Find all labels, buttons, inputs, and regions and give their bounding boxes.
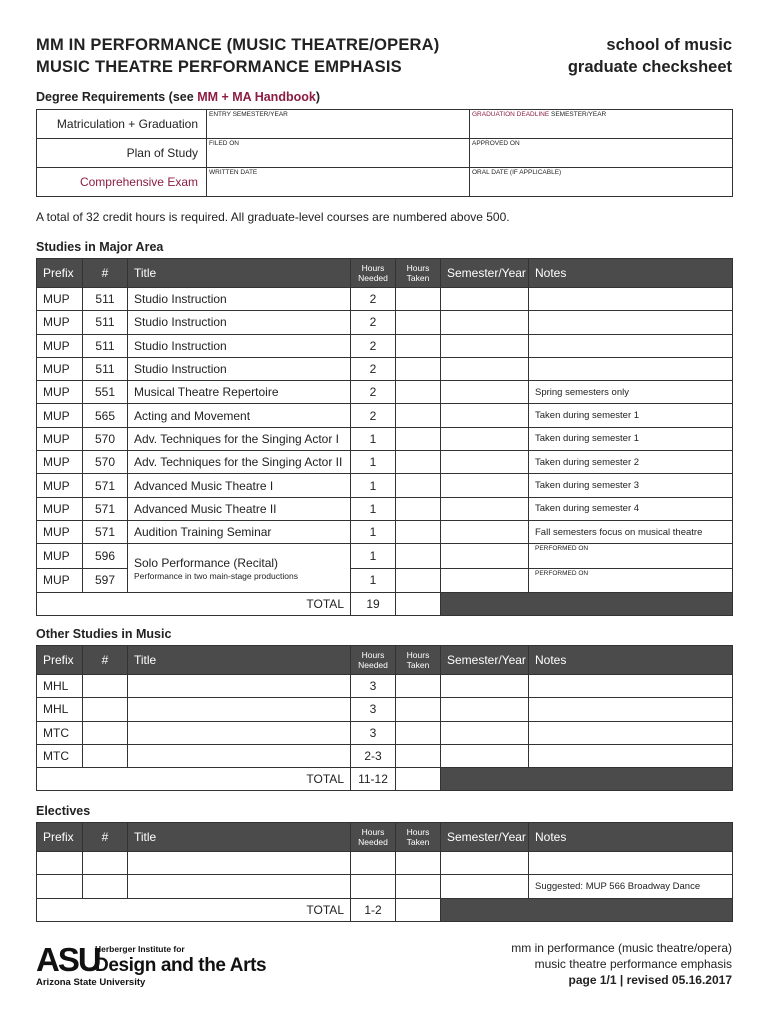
total-filler <box>441 768 733 791</box>
notes-cell: Taken during semester 1 <box>529 404 733 427</box>
table-row <box>37 744 733 767</box>
req-label: Matriculation + Graduation <box>37 110 207 139</box>
title-cell: Musical Theatre Repertoire <box>128 381 351 404</box>
table-row <box>37 852 733 875</box>
col-hours-taken: Hours Taken <box>396 646 441 675</box>
total-filler <box>441 898 733 921</box>
title-line-2: MUSIC THEATRE PERFORMANCE EMPHASIS <box>36 58 402 76</box>
number-cell: 571 <box>83 497 128 520</box>
table-row <box>37 675 733 698</box>
hours-taken-cell[interactable] <box>396 852 441 875</box>
col-number: # <box>83 646 128 675</box>
hours-needed-cell: 1 <box>351 520 396 543</box>
hours-needed-cell: 3 <box>351 675 396 698</box>
notes-cell: Taken during semester 3 <box>529 474 733 497</box>
prefix-cell: MUP <box>37 474 83 497</box>
col-number: # <box>83 259 128 288</box>
col-prefix: Prefix <box>37 823 83 852</box>
hours-needed-cell[interactable] <box>351 875 396 898</box>
number-cell[interactable] <box>83 744 128 767</box>
prefix-cell: MUP <box>37 427 83 450</box>
hours-needed-cell: 2 <box>351 381 396 404</box>
hours-needed-cell: 3 <box>351 721 396 744</box>
col-hours-needed: Hours Needed <box>351 823 396 852</box>
hours-taken-cell[interactable] <box>396 744 441 767</box>
total-hours: 11-12 <box>351 768 396 791</box>
prefix-cell: MUP <box>37 381 83 404</box>
title-cell: Studio Instruction <box>128 334 351 357</box>
prefix-cell: MUP <box>37 451 83 474</box>
title-cell[interactable] <box>128 875 351 898</box>
table-row <box>37 381 733 404</box>
title-cell: Studio Instruction <box>128 357 351 380</box>
footer-line-3: page 1/1 | revised 05.16.2017 <box>568 973 732 987</box>
notes-cell: Taken during semester 4 <box>529 497 733 520</box>
semester-cell[interactable] <box>441 544 529 568</box>
semester-cell[interactable] <box>441 404 529 427</box>
semester-cell[interactable] <box>441 474 529 497</box>
handbook-link[interactable]: MM + MA Handbook <box>197 90 316 104</box>
col-hours-taken: Hours Taken <box>396 259 441 288</box>
number-cell: 511 <box>83 288 128 311</box>
hours-needed-cell: 1 <box>351 497 396 520</box>
col-title: Title <box>128 259 351 288</box>
hours-needed-cell: 2 <box>351 311 396 334</box>
hours-needed-cell: 2 <box>351 357 396 380</box>
req-row-plan-of-study <box>37 139 733 168</box>
title-cell: Advanced Music Theatre II <box>128 497 351 520</box>
hours-taken-cell[interactable] <box>396 311 441 334</box>
col-hours-needed: Hours Needed <box>351 646 396 675</box>
hours-taken-cell[interactable] <box>396 875 441 898</box>
hours-taken-cell[interactable] <box>396 451 441 474</box>
number-cell: 565 <box>83 404 128 427</box>
credit-hours-note: A total of 32 credit hours is required. All graduate-level courses are numbered above 500. <box>36 210 510 224</box>
prefix-cell: MUP <box>37 357 83 380</box>
number-cell: 596 <box>83 544 128 568</box>
semester-cell[interactable] <box>441 875 529 898</box>
table-row <box>37 451 733 474</box>
title-cell[interactable] <box>128 721 351 744</box>
semester-cell[interactable] <box>441 852 529 875</box>
semester-cell[interactable] <box>441 334 529 357</box>
total-label: TOTAL <box>37 592 351 615</box>
number-cell: 571 <box>83 520 128 543</box>
semester-cell[interactable] <box>441 288 529 311</box>
hours-taken-cell[interactable] <box>396 404 441 427</box>
col-number: # <box>83 823 128 852</box>
hours-needed-cell[interactable] <box>351 852 396 875</box>
hours-taken-cell[interactable] <box>396 520 441 543</box>
performed-on-field[interactable]: PERFORMED ON <box>529 544 733 568</box>
req-label: Plan of Study <box>37 139 207 168</box>
title-cell: Adv. Techniques for the Singing Actor II <box>128 451 351 474</box>
hours-needed-cell: 2-3 <box>351 744 396 767</box>
logo-big-text: Design and the Arts <box>95 955 267 976</box>
notes-cell: Spring semesters only <box>529 381 733 404</box>
logo-small-text: Herberger Institute for <box>95 944 185 954</box>
semester-cell[interactable] <box>441 427 529 450</box>
electives-heading: Electives <box>36 804 91 818</box>
title-cell[interactable] <box>128 675 351 698</box>
degree-requirements-table <box>36 109 733 197</box>
oral-date-field[interactable]: ORAL DATE (IF APPLICABLE) <box>470 168 733 197</box>
prefix-cell: MUP <box>37 544 83 568</box>
number-cell[interactable] <box>83 721 128 744</box>
prefix-cell: MUP <box>37 497 83 520</box>
col-prefix: Prefix <box>37 259 83 288</box>
col-notes: Notes <box>529 646 733 675</box>
footer-line-2: music theatre performance emphasis <box>534 957 732 971</box>
total-hours-taken[interactable] <box>396 768 441 791</box>
recital-title-cell <box>128 544 351 593</box>
semester-cell[interactable] <box>441 451 529 474</box>
prefix-cell: MUP <box>37 568 83 592</box>
semester-cell[interactable] <box>441 675 529 698</box>
title-cell: Advanced Music Theatre I <box>128 474 351 497</box>
col-title: Title <box>128 646 351 675</box>
table-row <box>37 544 733 568</box>
semester-cell[interactable] <box>441 381 529 404</box>
table-row <box>37 357 733 380</box>
prefix-cell: MTC <box>37 744 83 767</box>
graduation-deadline-field[interactable]: GRADUATION DEADLINE SEMESTER/YEAR <box>470 110 733 139</box>
logo-letters: ASU <box>36 942 100 978</box>
hours-needed-cell: 1 <box>351 544 396 568</box>
notes-cell[interactable] <box>529 698 733 721</box>
hours-taken-cell[interactable] <box>396 698 441 721</box>
title-cell[interactable] <box>128 852 351 875</box>
notes-cell <box>529 288 733 311</box>
table-row <box>37 288 733 311</box>
semester-cell[interactable] <box>441 497 529 520</box>
total-hours: 19 <box>351 592 396 615</box>
title-line-1: MM IN PERFORMANCE (MUSIC THEATRE/OPERA) <box>36 36 440 54</box>
asu-logo-mark <box>36 942 276 988</box>
notes-cell <box>529 334 733 357</box>
table-row <box>37 497 733 520</box>
approved-on-field[interactable]: APPROVED ON <box>470 139 733 168</box>
table-row <box>37 875 733 898</box>
table-header-row <box>37 646 733 675</box>
col-notes: Notes <box>529 259 733 288</box>
number-cell: 511 <box>83 357 128 380</box>
semester-cell[interactable] <box>441 744 529 767</box>
asu-logo <box>36 942 276 993</box>
number-cell: 511 <box>83 334 128 357</box>
notes-cell: Suggested: MUP 566 Broadway Dance <box>529 875 733 898</box>
req-label: Comprehensive Exam <box>37 168 207 197</box>
col-notes: Notes <box>529 823 733 852</box>
notes-cell[interactable] <box>529 744 733 767</box>
total-row <box>37 898 733 921</box>
hours-taken-cell[interactable] <box>396 568 441 592</box>
electives-table <box>36 822 733 922</box>
notes-cell <box>529 357 733 380</box>
hours-needed-cell: 3 <box>351 698 396 721</box>
hours-needed-cell: 2 <box>351 404 396 427</box>
total-hours-taken[interactable] <box>396 592 441 615</box>
prefix-cell: MUP <box>37 520 83 543</box>
number-cell[interactable] <box>83 698 128 721</box>
prefix-cell: MHL <box>37 698 83 721</box>
subtitle-line-2: graduate checksheet <box>567 58 732 76</box>
document-title <box>36 34 440 78</box>
filed-on-field[interactable]: FILED ON <box>207 139 470 168</box>
hours-needed-cell: 2 <box>351 334 396 357</box>
col-hours-needed: Hours Needed <box>351 259 396 288</box>
table-row <box>37 474 733 497</box>
number-cell[interactable] <box>83 852 128 875</box>
number-cell: 597 <box>83 568 128 592</box>
table-row <box>37 404 733 427</box>
hours-taken-cell[interactable] <box>396 544 441 568</box>
title-cell: Studio Instruction <box>128 311 351 334</box>
notes-cell[interactable] <box>529 852 733 875</box>
title-cell[interactable] <box>128 744 351 767</box>
number-cell: 571 <box>83 474 128 497</box>
performed-on-field[interactable]: PERFORMED ON <box>529 568 733 592</box>
prefix-cell[interactable] <box>37 875 83 898</box>
major-area-heading: Studies in Major Area <box>36 240 164 254</box>
hours-taken-cell[interactable] <box>396 427 441 450</box>
degree-requirements-heading: Degree Requirements (see MM + MA Handbook) <box>36 90 320 104</box>
table-header-row <box>37 823 733 852</box>
hours-taken-cell[interactable] <box>396 474 441 497</box>
total-hours: 1-2 <box>351 898 396 921</box>
col-semester: Semester/Year <box>441 823 529 852</box>
prefix-cell: MUP <box>37 311 83 334</box>
semester-cell[interactable] <box>441 721 529 744</box>
notes-cell: Taken during semester 1 <box>529 427 733 450</box>
hours-taken-cell[interactable] <box>396 288 441 311</box>
prefix-cell: MUP <box>37 404 83 427</box>
hours-needed-cell: 1 <box>351 451 396 474</box>
col-title: Title <box>128 823 351 852</box>
total-hours-taken[interactable] <box>396 898 441 921</box>
number-cell[interactable] <box>83 675 128 698</box>
hours-taken-cell[interactable] <box>396 675 441 698</box>
prefix-cell: MTC <box>37 721 83 744</box>
hours-needed-cell: 2 <box>351 288 396 311</box>
hours-needed-cell: 1 <box>351 427 396 450</box>
req-row-comprehensive-exam <box>37 168 733 197</box>
title-cell[interactable] <box>128 698 351 721</box>
notes-cell: Fall semesters focus on musical theatre <box>529 520 733 543</box>
title-cell: Studio Instruction <box>128 288 351 311</box>
footer-line-1: mm in performance (music theatre/opera) <box>511 941 732 955</box>
subtitle-line-1: school of music <box>606 36 732 54</box>
table-row <box>37 520 733 543</box>
number-cell: 551 <box>83 381 128 404</box>
notes-cell: Taken during semester 2 <box>529 451 733 474</box>
hours-taken-cell[interactable] <box>396 497 441 520</box>
semester-cell[interactable] <box>441 698 529 721</box>
prefix-cell: MUP <box>37 334 83 357</box>
total-row <box>37 592 733 615</box>
hours-needed-cell: 1 <box>351 474 396 497</box>
prefix-cell[interactable] <box>37 852 83 875</box>
table-row <box>37 334 733 357</box>
major-area-table <box>36 258 733 616</box>
number-cell: 570 <box>83 427 128 450</box>
other-studies-heading: Other Studies in Music <box>36 627 172 641</box>
entry-semester-field[interactable]: ENTRY SEMESTER/YEAR <box>207 110 470 139</box>
col-semester: Semester/Year <box>441 259 529 288</box>
recital-subtitle: Performance in two main-stage productions <box>134 570 298 581</box>
total-label: TOTAL <box>37 768 351 791</box>
table-row <box>37 698 733 721</box>
semester-cell[interactable] <box>441 311 529 334</box>
title-cell: Adv. Techniques for the Singing Actor I <box>128 427 351 450</box>
semester-cell[interactable] <box>441 568 529 592</box>
hours-taken-cell[interactable] <box>396 334 441 357</box>
notes-cell <box>529 311 733 334</box>
title-cell: Audition Training Seminar <box>128 520 351 543</box>
col-semester: Semester/Year <box>441 646 529 675</box>
other-studies-table <box>36 645 733 791</box>
title-cell: Acting and Movement <box>128 404 351 427</box>
hours-needed-cell: 1 <box>351 568 396 592</box>
notes-cell[interactable] <box>529 721 733 744</box>
total-label: TOTAL <box>37 898 351 921</box>
number-cell[interactable] <box>83 875 128 898</box>
total-row <box>37 768 733 791</box>
semester-cell[interactable] <box>441 357 529 380</box>
semester-cell[interactable] <box>441 520 529 543</box>
table-row <box>37 427 733 450</box>
prefix-cell: MHL <box>37 675 83 698</box>
logo-university-text: Arizona State University <box>36 977 146 988</box>
number-cell: 570 <box>83 451 128 474</box>
table-row <box>37 721 733 744</box>
notes-cell[interactable] <box>529 675 733 698</box>
footer-info <box>511 940 732 988</box>
prefix-cell: MUP <box>37 288 83 311</box>
col-hours-taken: Hours Taken <box>396 823 441 852</box>
recital-title: Solo Performance (Recital) <box>134 555 279 570</box>
hours-taken-cell[interactable] <box>396 721 441 744</box>
hours-taken-cell[interactable] <box>396 381 441 404</box>
written-date-field[interactable]: WRITTEN DATE <box>207 168 470 197</box>
total-filler <box>441 592 733 615</box>
req-row-matriculation <box>37 110 733 139</box>
table-header-row <box>37 259 733 288</box>
table-row <box>37 311 733 334</box>
hours-taken-cell[interactable] <box>396 357 441 380</box>
number-cell: 511 <box>83 311 128 334</box>
document-subtitle <box>568 34 732 78</box>
col-prefix: Prefix <box>37 646 83 675</box>
